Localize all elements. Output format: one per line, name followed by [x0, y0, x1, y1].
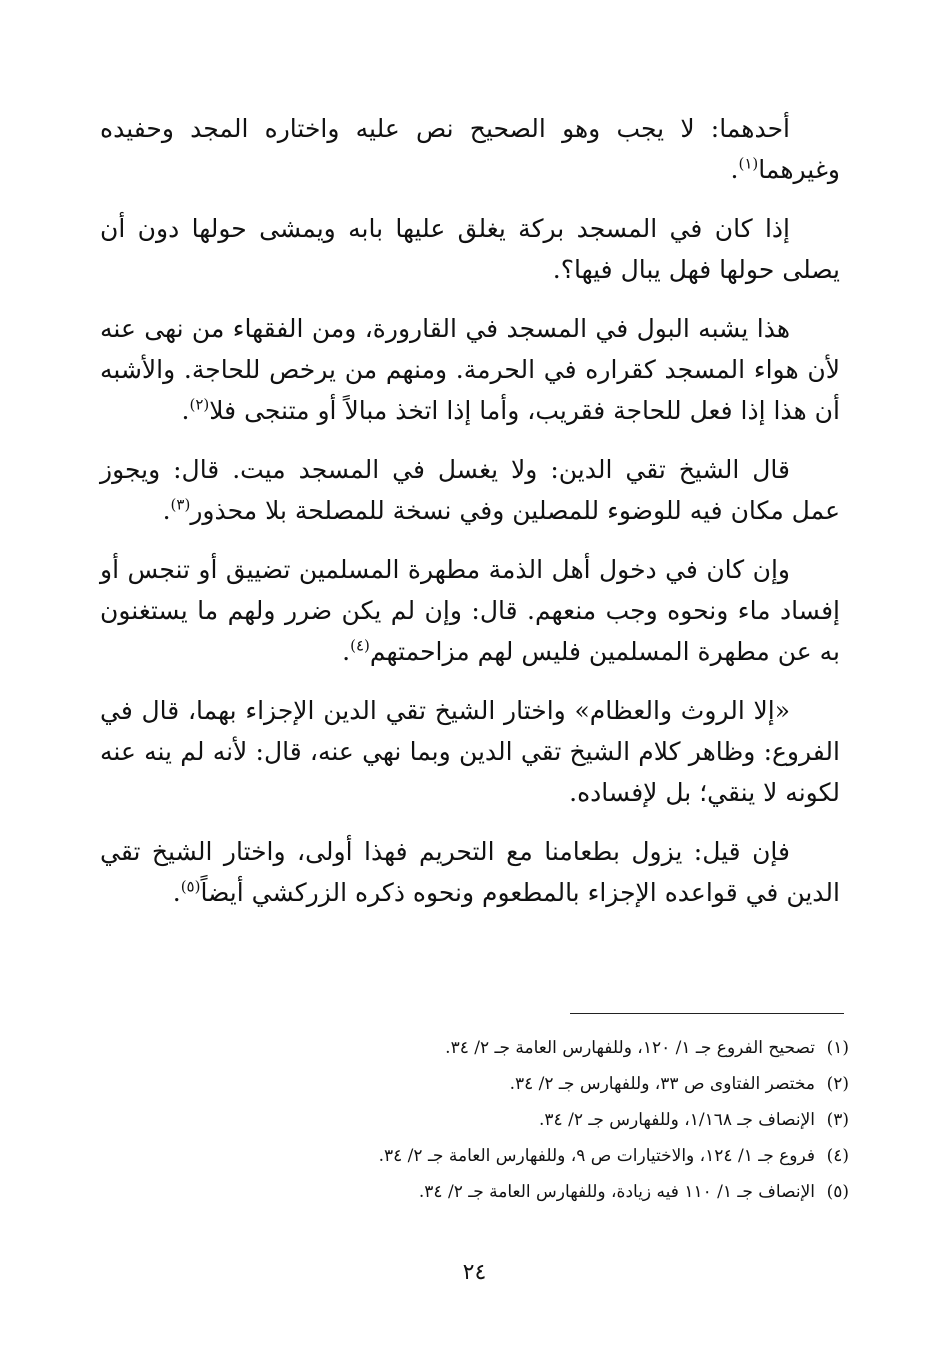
- paragraph-end: .: [342, 637, 351, 666]
- paragraph-text: أحدهما: لا يجب وهو الصحيح نص عليه واختاره المجد وحفيده وغيرهما: [100, 114, 840, 184]
- footnote-text: فروع جـ ١/ ١٢٤، والاختيارات ص ٩، وللفهارس العامة جـ ٢/ ٣٤.: [378, 1146, 815, 1166]
- paragraph-2: [100, 208, 840, 290]
- paragraph-end: .: [181, 396, 190, 425]
- paragraph-text: إذا كان في المسجد بركة يغلق عليها بابه ويمشى حولها دون أن يصلى حولها فهل يبال فيها؟.: [100, 214, 840, 284]
- footnote-item: [229, 1030, 849, 1066]
- footnote-text: مختصر الفتاوى ص ٣٣، وللفهارس جـ ٢/ ٣٤.: [509, 1074, 815, 1094]
- footnote-item: [229, 1102, 849, 1138]
- paragraph-text: قال الشيخ تقي الدين: ولا يغسل في المسجد ميت. قال: ويجوز عمل مكان فيه للوضوء للمصلين وفي نسخة للمصلحة بلا محذور: [100, 455, 840, 525]
- main-text: [100, 108, 840, 931]
- paragraph-end: .: [162, 496, 171, 525]
- paragraph-1: [100, 108, 840, 190]
- footnote-text: تصحيح الفروع جـ ١/ ١٢٠، وللفهارس العامة جـ ٢/ ٣٤.: [445, 1038, 815, 1058]
- footnote-item: [229, 1138, 849, 1174]
- paragraph-text: فإن قيل: يزول بطعامنا مع التحريم فهذا أولى، واختار الشيخ تقي الدين في قواعده الإجزاء بالمطعوم ونحوه ذكره الزركشي أيضاً: [100, 837, 840, 907]
- paragraph-text: هذا يشبه البول في المسجد في القارورة، ومن الفقهاء من نهى عنه لأن هواء المسجد كقراره في الحرمة. ومنهم من يرخص للحاجة. والأشبه أن هذا إذا فعل للحاجة فقريب، وأما إذا اتخذ مبالاً أو متنجى فلا: [100, 314, 840, 425]
- footnote-text: الإنصاف جـ ١/١٦٨، وللفهارس جـ ٢/ ٣٤.: [539, 1110, 815, 1130]
- footnote-number: (٢): [826, 1074, 849, 1094]
- paragraph-3: [100, 308, 840, 431]
- page-number: ٢٤: [462, 1260, 487, 1285]
- paragraph-5: [100, 549, 840, 672]
- paragraph-text: «إلا الروث والعظام» واختار الشيخ تقي الدين الإجزاء بهما، قال في الفروع: وظاهر كلام الشيخ تقي الدين وبما نهي عنه، قال: لأنه لم ينه عنه لكونه لا ينقي؛ بل لإفساده.: [100, 696, 840, 807]
- footnote-ref: (٤): [350, 636, 370, 655]
- paragraph-6: [100, 690, 840, 813]
- footnote-number: (٣): [826, 1110, 849, 1130]
- footnote-number: (٥): [826, 1182, 849, 1202]
- footnote-ref: (٥): [180, 877, 201, 896]
- paragraph-4: [100, 449, 840, 531]
- footnote-number: (١): [826, 1038, 849, 1058]
- footnote-text: الإنصاف جـ ١/ ١١٠ فيه زيادة، وللفهارس العامة جـ ٢/ ٣٤.: [418, 1182, 815, 1202]
- footnote-separator: [570, 1013, 844, 1014]
- paragraph-7: [100, 831, 840, 913]
- footnote-item: [229, 1066, 849, 1102]
- paragraph-end: .: [172, 878, 181, 907]
- footnote-ref: (٣): [170, 495, 191, 514]
- footnote-ref: (٢): [189, 395, 210, 414]
- footnote-ref: (١): [738, 154, 759, 173]
- footnote-number: (٤): [826, 1146, 849, 1166]
- footnote-item: [229, 1174, 849, 1210]
- paragraph-end: .: [730, 155, 739, 184]
- paragraph-text: وإن كان في دخول أهل الذمة مطهرة المسلمين تضييق أو تنجس أو إفساد ماء ونحوه وجب منعهم. قال: وإن لم يكن ضرر ولهم ما يستغنون به عن مطهرة المسلمين فليس لهم مزاحمتهم: [100, 555, 840, 666]
- footnotes: [229, 1030, 849, 1210]
